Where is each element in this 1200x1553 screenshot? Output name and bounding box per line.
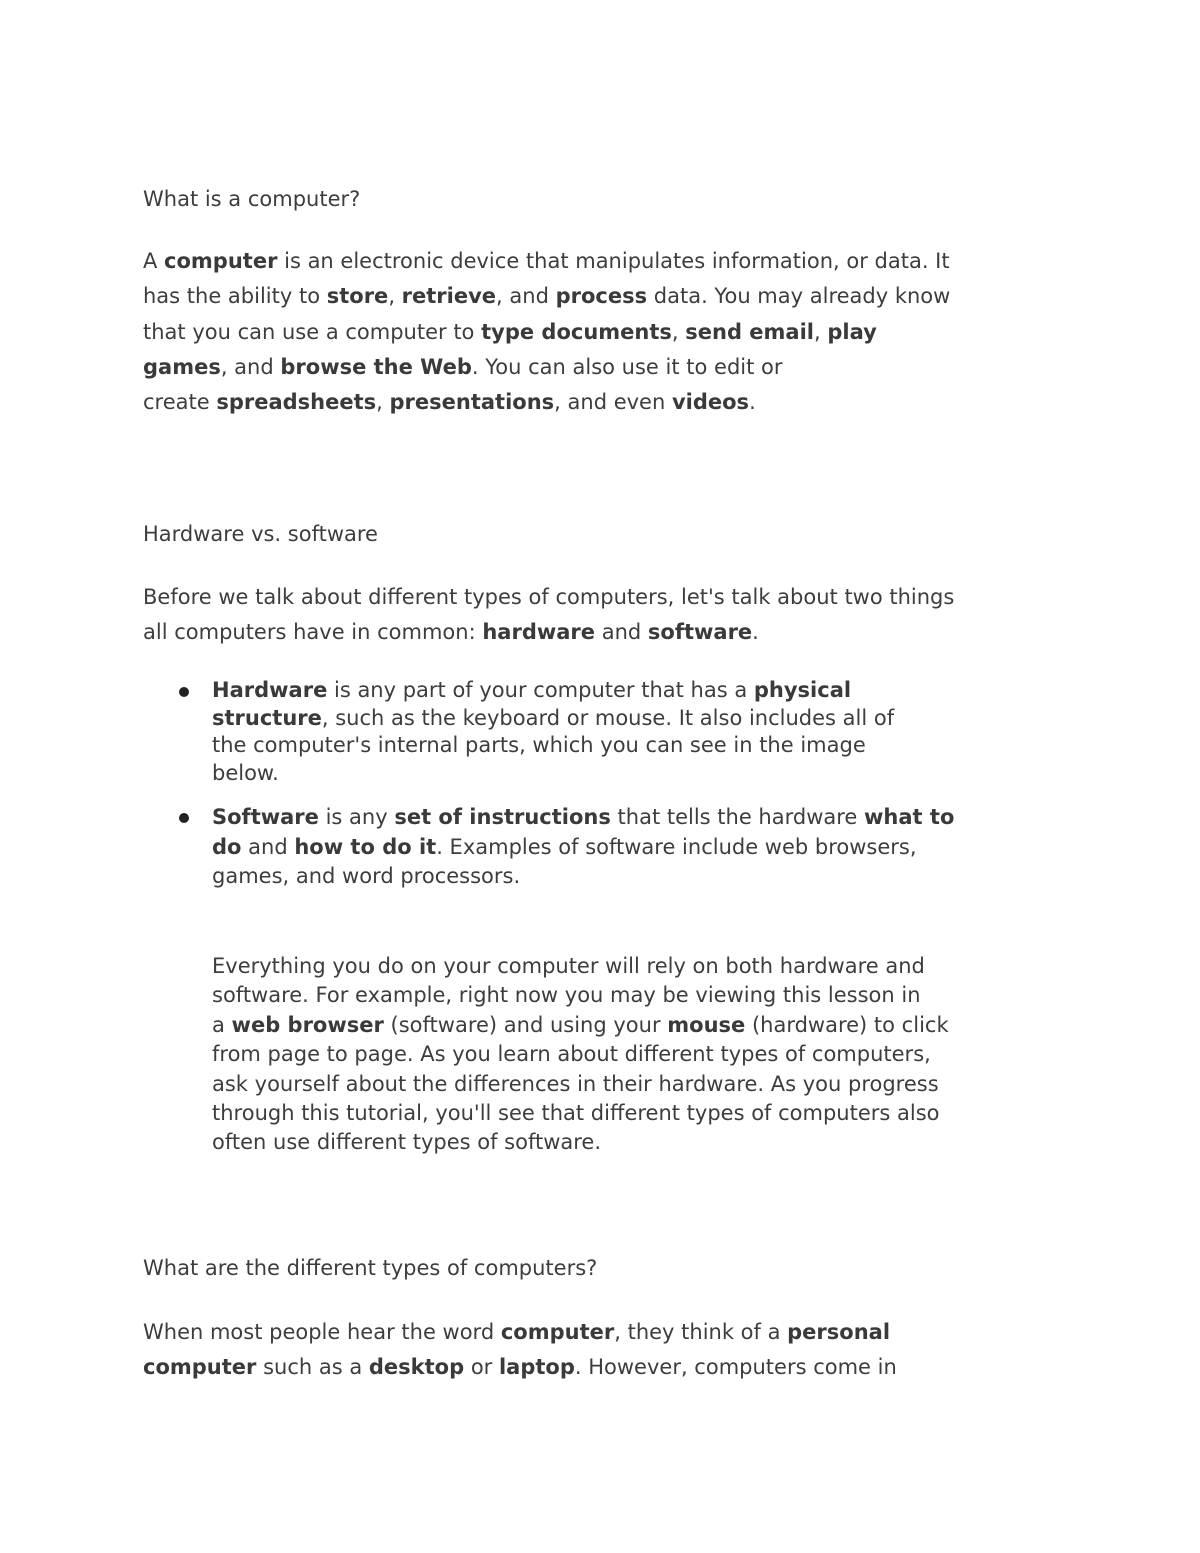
text-run: software. For example, right now you may be viewing this lesson in <box>212 983 921 1008</box>
bold-term: spreadsheets <box>216 390 377 415</box>
paragraph-computer-definition <box>143 244 1083 420</box>
text-line <box>212 1128 1092 1157</box>
text-run: and <box>241 834 295 859</box>
heading-hardware-vs-software: Hardware vs. software <box>143 522 378 546</box>
bold-term: physical <box>753 678 852 702</box>
text-run: has the ability to <box>143 284 327 309</box>
text-run: Everything you do on your computer will rely on both hardware and <box>212 954 925 978</box>
text-line <box>143 385 1083 420</box>
heading-types-of-computers: What are the different types of computers? <box>143 1256 598 1280</box>
text-run: . However, computers come in <box>574 1355 897 1380</box>
text-run: games, and word processors. <box>212 864 521 889</box>
bold-term: type documents <box>481 319 672 344</box>
text-line <box>212 952 1092 981</box>
text-line <box>212 1070 1092 1099</box>
text-line <box>143 615 1083 650</box>
text-run: . Examples of software include web browsers, <box>436 834 917 859</box>
text-line <box>212 862 954 892</box>
text-run: (software) and using your <box>383 1012 668 1037</box>
text-run: all computers have in common: <box>143 620 483 645</box>
text-line <box>143 580 1083 615</box>
text-run: often use different types of software. <box>212 1130 602 1155</box>
text-run: , they think of a <box>614 1320 788 1344</box>
bold-term: process <box>555 284 648 309</box>
text-run: is any <box>318 805 395 829</box>
text-run: that tells the hardware <box>610 805 865 829</box>
bold-term: computer <box>143 1355 257 1380</box>
text-run: . <box>752 620 759 645</box>
text-run: , <box>813 319 828 344</box>
text-run: Before we talk about different types of computers, let's talk about two things <box>143 585 955 609</box>
text-line <box>143 244 1083 279</box>
bold-term: structure <box>212 705 322 730</box>
text-run: (hardware) to click <box>745 1012 949 1037</box>
text-line <box>212 1099 1092 1128</box>
bold-term: computer <box>164 249 278 273</box>
bold-term: play <box>827 319 877 344</box>
bold-term: web browser <box>231 1012 384 1037</box>
text-run: and <box>595 620 648 645</box>
text-line <box>212 981 1092 1010</box>
bold-term: videos <box>671 390 750 415</box>
text-run: create <box>143 390 217 415</box>
text-line <box>212 677 894 705</box>
paragraph-types-of-computers <box>143 1315 1083 1386</box>
text-line <box>212 803 954 833</box>
bold-term: computer <box>500 1320 615 1344</box>
bold-term: desktop <box>368 1355 465 1380</box>
text-line <box>212 705 894 733</box>
text-run: that you can use a computer to <box>143 319 482 344</box>
bold-term: mouse <box>667 1012 746 1037</box>
bold-term: hardware <box>482 620 596 645</box>
bold-term: presentations <box>389 390 555 415</box>
text-line <box>212 760 894 788</box>
bold-term: do <box>212 834 242 859</box>
text-line <box>212 1040 1092 1069</box>
text-run: . You can also use it to edit or <box>471 354 783 379</box>
list-item-text <box>212 677 894 788</box>
text-run: , and <box>496 284 556 309</box>
text-line <box>143 350 1083 385</box>
text-run: the computer's internal parts, which you can see in the image <box>212 733 866 758</box>
text-line <box>143 279 1083 314</box>
paragraph-hardware-software-intro <box>143 580 1083 651</box>
bold-term: Software <box>212 805 319 829</box>
text-run: , <box>388 284 402 309</box>
bullet-icon <box>179 687 189 697</box>
text-run: When most people hear the word <box>143 1320 501 1344</box>
text-run: or <box>464 1355 499 1380</box>
text-run: is any part of your computer that has a <box>327 678 754 702</box>
text-run: from page to page. As you learn about different types of computers, <box>212 1042 931 1067</box>
text-line <box>143 1350 1083 1385</box>
text-run: ask yourself about the differences in their hardware. As you progress <box>212 1071 939 1096</box>
bold-term: retrieve <box>401 284 497 309</box>
bold-term: send email <box>685 319 814 344</box>
list-item-text <box>212 803 954 892</box>
text-line <box>212 732 894 760</box>
bold-term: set of instructions <box>394 805 611 829</box>
text-run: below. <box>212 761 279 786</box>
text-run: data. You may already know <box>647 284 951 309</box>
bold-term: Hardware <box>212 678 328 702</box>
text-run: A <box>143 249 165 273</box>
text-line <box>212 833 954 863</box>
heading-what-is-a-computer: What is a computer? <box>143 187 361 211</box>
bold-term: laptop <box>498 1355 575 1380</box>
text-run: , <box>376 390 390 415</box>
text-run: , and even <box>554 390 672 415</box>
text-line <box>212 1011 1092 1040</box>
text-run: , and <box>220 354 281 379</box>
paragraph-everything-relies <box>212 952 1092 1158</box>
bold-term: browse the Web <box>280 354 472 379</box>
bold-term: software <box>647 620 753 645</box>
bold-term: personal <box>787 1320 891 1344</box>
text-line <box>143 315 1083 350</box>
text-run: . <box>749 390 756 415</box>
bold-term: games <box>143 354 221 379</box>
bold-term: what to <box>864 805 955 829</box>
bullet-icon <box>179 813 189 823</box>
text-run: such as a <box>256 1355 369 1380</box>
text-line <box>143 1315 1083 1350</box>
text-run: through this tutorial, you'll see that different types of computers also <box>212 1101 940 1126</box>
text-run: a <box>212 1012 232 1037</box>
bold-term: store <box>326 284 389 309</box>
bold-term: how to do it <box>294 834 437 859</box>
text-run: is an electronic device that manipulates information, or data. It <box>277 249 950 273</box>
text-run: , <box>671 319 686 344</box>
text-run: , such as the keyboard or mouse. It also includes all of <box>321 705 895 730</box>
